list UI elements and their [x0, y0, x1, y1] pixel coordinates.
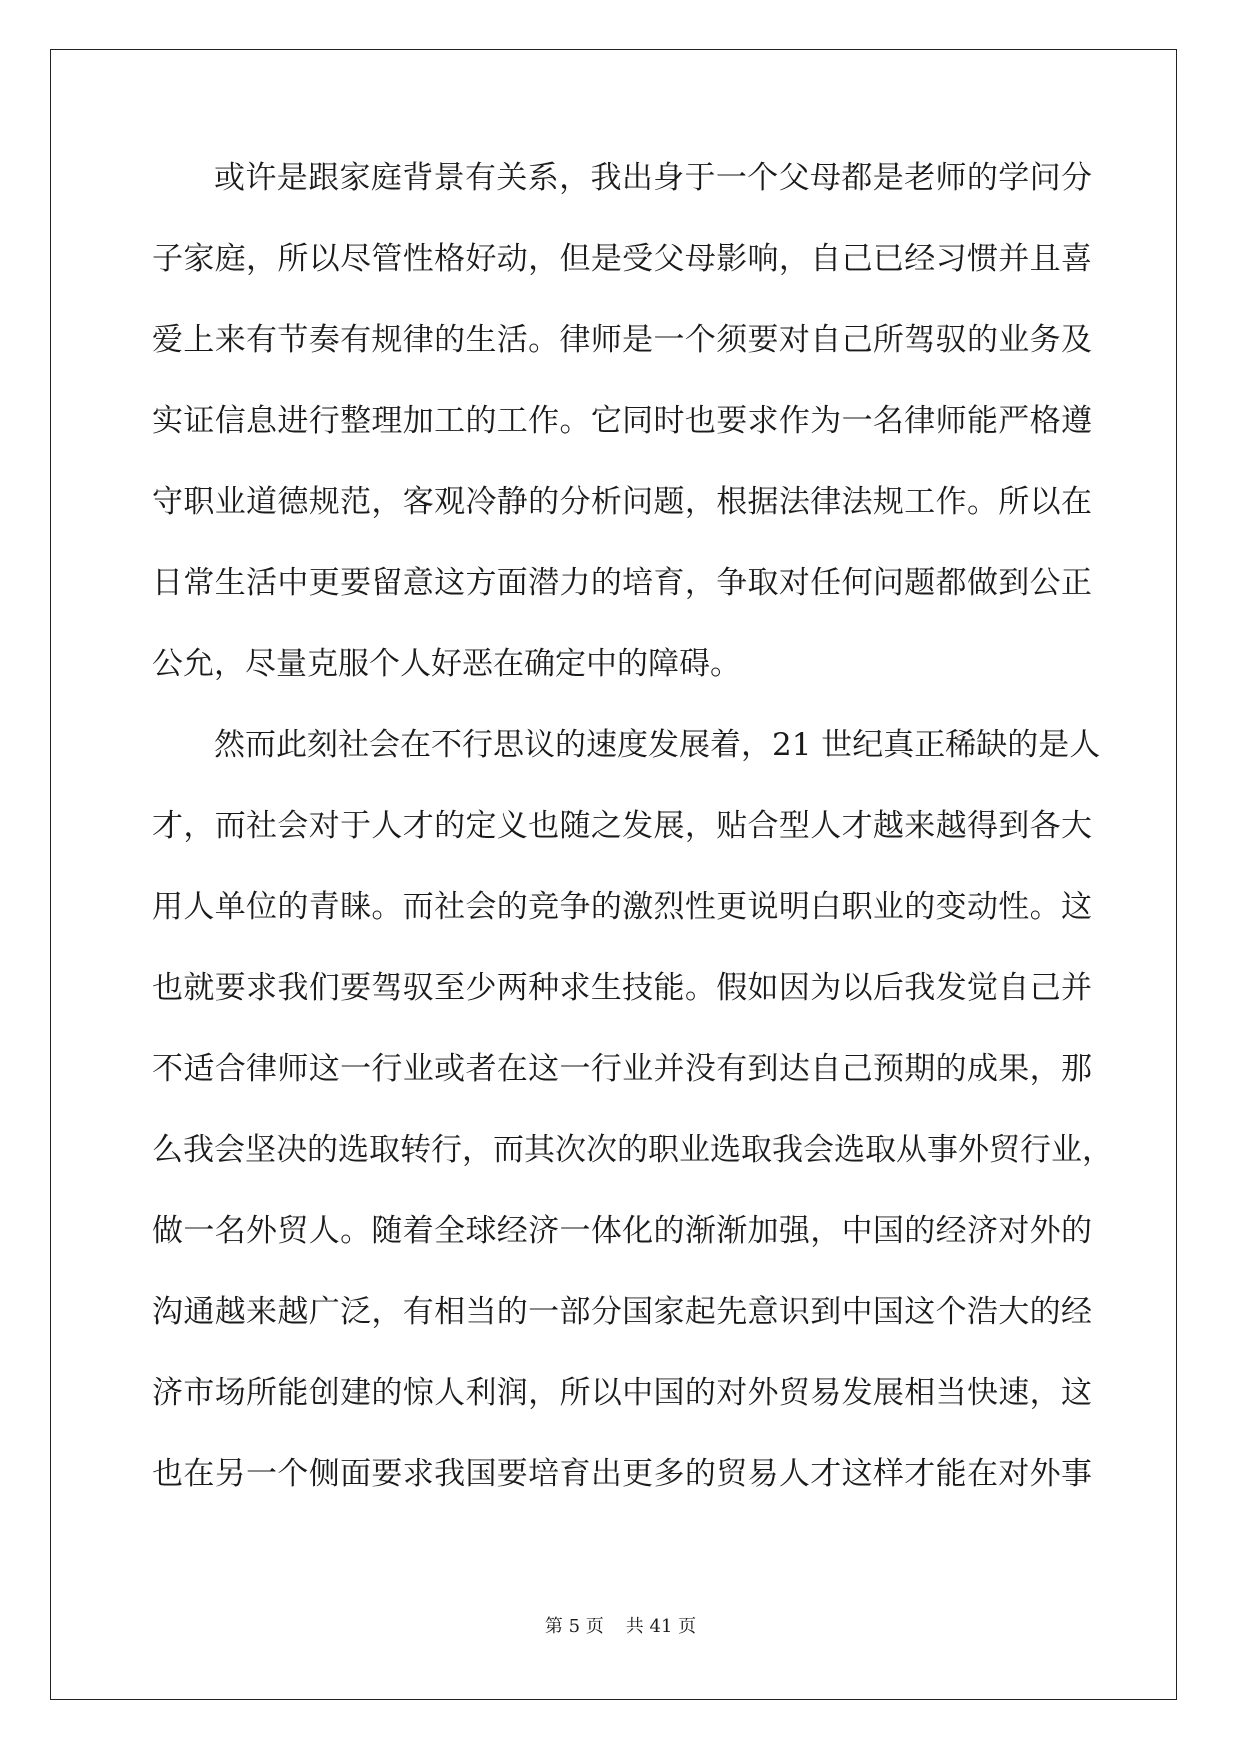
text-line: 日常生活中更要留意这方面潜力的培育，争取对任何问题都做到公正 — [152, 565, 1092, 601]
page-footer — [0, 1612, 1241, 1638]
text-line: 也在另一个侧面要求我国要培育出更多的贸易人才这样才能在对外事 — [152, 1456, 1092, 1492]
text-line: 不适合律师这一行业或者在这一行业并没有到达自己预期的成果，那 — [152, 1051, 1092, 1087]
text-line: 也就要求我们要驾驭至少两种求生技能。假如因为以后我发觉自己并 — [152, 970, 1092, 1006]
text-line: 实证信息进行整理加工的工作。它同时也要求作为一名律师能严格遵 — [152, 403, 1092, 439]
text-line: 用人单位的青睐。而社会的竞争的激烈性更说明白职业的变动性。这 — [152, 889, 1092, 925]
document-body — [152, 158, 1113, 1535]
total-page-count: 共 41 页 — [625, 1616, 697, 1637]
text-line: 做一名外贸人。随着全球经济一体化的渐渐加强，中国的经济对外的 — [152, 1213, 1092, 1249]
text-line: 爱上来有节奏有规律的生活。律师是一个须要对自己所驾驭的业务及 — [152, 322, 1092, 358]
text-line: 么我会坚决的选取转行，而其次次的职业选取我会选取从事外贸行业， — [152, 1132, 1113, 1168]
text-line: 子家庭，所以尽管性格好动，但是受父母影响，自己已经习惯并且喜 — [152, 241, 1092, 277]
text-line: 公允，尽量克服个人好恶在确定中的障碍。 — [152, 646, 741, 682]
text-line: 沟通越来越广泛，有相当的一部分国家起先意识到中国这个浩大的经 — [152, 1294, 1092, 1330]
text-line: 守职业道德规范，客观冷静的分析问题，根据法律法规工作。所以在 — [152, 484, 1092, 520]
text-line: 才，而社会对于人才的定义也随之发展，贴合型人才越来越得到各大 — [152, 808, 1092, 844]
text-line: 然而此刻社会在不行思议的速度发展着，21 世纪真正稀缺的是人 — [214, 727, 1101, 763]
text-line: 济市场所能创建的惊人利润，所以中国的对外贸易发展相当快速，这 — [152, 1375, 1092, 1411]
current-page-number: 第 5 页 — [544, 1616, 604, 1637]
text-line: 或许是跟家庭背景有关系，我出身于一个父母都是老师的学问分 — [214, 160, 1092, 196]
